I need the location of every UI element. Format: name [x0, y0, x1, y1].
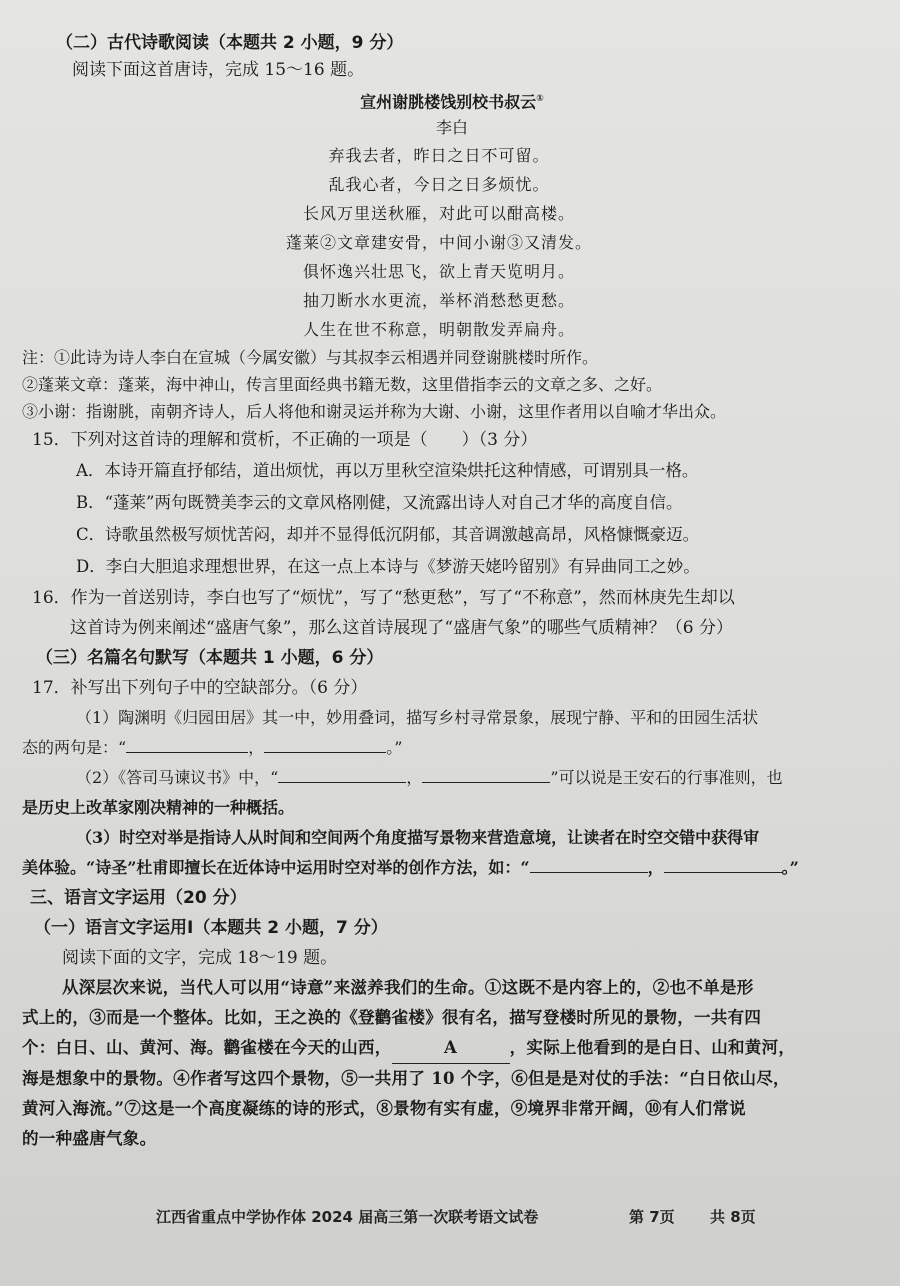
- answer-blank[interactable]: [264, 738, 386, 753]
- poem-line: 人生在世不称意，明朝散发弄扁舟。: [302, 320, 575, 340]
- question-17-stem: 17．补写出下列句子中的空缺部分。（6 分）: [32, 678, 368, 699]
- text-segment: （2）《答司马谏议书》中，“: [76, 768, 279, 788]
- text-segment: 态的两句是：“: [22, 738, 127, 758]
- text-segment: 美体验。“诗圣”杜甫即擅长在近体诗中运用时空对举的创作方法，如：“: [22, 858, 530, 878]
- poem-title: [22, 86, 882, 115]
- section-heading-poetry: （二）古代诗歌阅读（本题共 2 小题，9 分）: [56, 33, 404, 53]
- section-intro: 阅读下面这首唐诗，完成 15～16 题。: [72, 60, 365, 80]
- answer-blank[interactable]: [530, 858, 648, 873]
- answer-blank[interactable]: [664, 858, 782, 873]
- poem-line: 俱怀逸兴壮思飞，欲上青天览明月。: [302, 262, 575, 282]
- part-3-heading: 三、语言文字运用（20 分）: [30, 888, 247, 909]
- question-15-option-d: D．李白大胆追求理想世界，在这一点上本诗与《梦游天姥吟留别》有异曲同工之妙。: [76, 557, 700, 577]
- poem-line: 长风万里送秋雁，对此可以酣高楼。: [302, 204, 575, 224]
- poem-line: 弃我去者，昨日之日不可留。: [328, 146, 550, 166]
- question-17-item-3: （3）时空对举是指诗人从时间和空间两个角度描写景物来营造意境，让读者在时空交错中获得审: [76, 828, 760, 848]
- poem-note: ②蓬莱文章：蓬莱，海中神山，传言里面经典书籍无数，这里借指李云的文章之多、之好。: [22, 375, 663, 395]
- poem-note: ③小谢：指谢朓，南朝齐诗人，后人将他和谢灵运并称为大谢、小谢，这里作者用以自喻才华出众。: [22, 402, 727, 422]
- passage-line: 黄河入海流。”⑦这是一个高度凝练的诗的形式，⑧景物有实有虚，⑨境界非常开阔，⑩有人们常说: [22, 1099, 746, 1119]
- answer-blank[interactable]: [278, 768, 406, 783]
- question-17-item-3-blanks: [22, 853, 882, 883]
- answer-blank[interactable]: [126, 738, 248, 753]
- question-17-item-2-cont: 是历史上改革家刚决精神的一种概括。: [22, 798, 295, 818]
- footer-total-pages: 共 8页: [710, 1208, 756, 1226]
- question-15-option-b: B．“蓬莱”两句既赞美李云的文章风格刚健，又流露出诗人对自己才华的高度自信。: [76, 493, 683, 513]
- footer-exam-title: 江西省重点中学协作体 2024 届高三第一次联考语文试卷: [156, 1208, 539, 1226]
- text-segment: 个：白日、山、黄河、海。鹳雀楼在今天的山西，: [22, 1038, 392, 1058]
- question-15-stem: 15．下列对这首诗的理解和赏析，不正确的一项是（ ）（3 分）: [32, 430, 538, 451]
- poem-author: 李白: [435, 118, 468, 138]
- text-segment: ，: [406, 768, 423, 788]
- passage-line: 海是想象中的景物。④作者写这四个景物，⑤一共用了 10 个字，⑥但是是对仗的手法：“白日依山尽，: [22, 1069, 790, 1089]
- poem-line: 蓬莱②文章建安骨，中间小谢③又清发。: [285, 233, 592, 253]
- part-3-subheading: （一）语言文字运用Ⅰ（本题共 2 小题，7 分）: [34, 918, 388, 939]
- text-segment: 。”: [781, 858, 799, 878]
- text-segment: ，: [647, 858, 664, 878]
- answer-blank[interactable]: [422, 768, 550, 783]
- passage-line-with-blank: [22, 1033, 882, 1064]
- question-17-item-1-blanks: [22, 733, 882, 763]
- text-segment: ”可以说是王安石的行事准则，也: [550, 768, 783, 788]
- poem-line: 乱我心者，今日之日多烦忧。: [328, 175, 550, 195]
- passage-line: 式上的，③而是一个整体。比如，王之涣的《登鹳雀楼》很有名，描写登楼时所见的景物，一共有四: [22, 1008, 762, 1028]
- text-segment: 。”: [386, 738, 403, 758]
- question-17-item-1: （1）陶渊明《归园田居》其一中，妙用叠词，描写乡村寻常景象，展现宁静、平和的田园生活状: [76, 708, 759, 728]
- question-15-option-a: A．本诗开篇直抒郁结，道出烦忧，再以万里秋空渲染烘托这种情感，可谓别具一格。: [76, 461, 699, 481]
- poem-note: 注：①此诗为诗人李白在宣城（今属安徽）与其叔李云相遇并同登谢朓楼时所作。: [22, 348, 599, 368]
- poem-line: 抽刀断水水更流，举杯消愁愁更愁。: [302, 291, 575, 311]
- text-segment: ，: [248, 738, 265, 758]
- text-segment: ，实际上他看到的是白日、山和黄河，: [509, 1038, 796, 1058]
- blank-a[interactable]: A: [392, 1033, 510, 1064]
- footer-page-number: 第 7页: [629, 1208, 675, 1226]
- passage-line: 的一种盛唐气象。: [22, 1129, 157, 1149]
- poem-title-note-mark: ①: [536, 94, 544, 104]
- question-17-item-2: [22, 763, 882, 793]
- question-15-option-c: C．诗歌虽然极写烦忧苦闷，却并不显得低沉阴郁，其音调激越高昂，风格慷慨豪迈。: [76, 525, 700, 545]
- question-16-line-1: 16．作为一首送别诗，李白也写了“烦忧”，写了“愁更愁”，写了“不称意”，然而林庚先生却以: [32, 588, 735, 609]
- part-3-intro: 阅读下面的文字，完成 18～19 题。: [62, 948, 338, 969]
- poem-title-text: 宣州谢朓楼饯别校书叔云: [360, 92, 537, 112]
- section-heading-recitation: （三）名篇名句默写（本题共 1 小题，6 分）: [36, 648, 384, 669]
- question-16-line-2: 这首诗为例来阐述“盛唐气象”，那么这首诗展现了“盛唐气象”的哪些气质精神？（6 分）: [70, 618, 733, 639]
- passage-line: 从深层次来说，当代人可以用“诗意”来滋养我们的生命。①这既不是内容上的，②也不单是形: [62, 978, 754, 998]
